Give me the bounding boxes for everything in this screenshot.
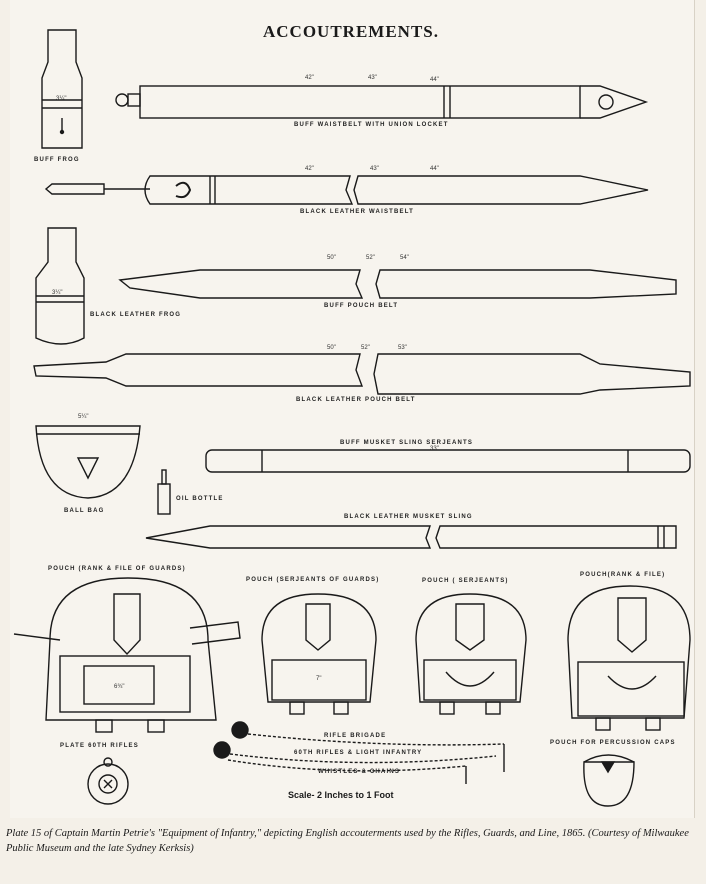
label-buff-frog: BUFF FROG (34, 157, 80, 163)
label-pouch-serjeants-guards: POUCH (SERJEANTS OF GUARDS) (246, 577, 380, 583)
label-rifle-brigade: RIFLE BRIGADE (324, 733, 387, 739)
label-black-waistbelt: BLACK LEATHER WAISTBELT (300, 209, 415, 215)
dim-b1: 42" (305, 166, 314, 172)
dim-pouch1: 6¾" (114, 684, 125, 690)
pouch-serjeants-guards-drawing (262, 594, 376, 714)
dim-b2: 43" (370, 166, 379, 172)
dim-p3: 54" (400, 255, 409, 261)
oil-bottle-drawing (158, 470, 170, 514)
dim-q3: 53" (398, 345, 407, 351)
pouch-guards-drawing (14, 578, 240, 732)
label-oil-bottle: OIL BOTTLE (176, 496, 224, 502)
dim-w1: 42" (305, 75, 314, 81)
dim-w3: 44" (430, 77, 439, 83)
scale-note: Scale- 2 Inches to 1 Foot (288, 790, 394, 800)
dim-q2: 52" (361, 345, 370, 351)
buff-pouch-belt-drawing (120, 270, 676, 298)
label-rifles-light: 60TH RIFLES & LIGHT INFANTRY (294, 750, 423, 756)
dim-p2: 52" (366, 255, 375, 261)
plate-caption: Plate 15 of Captain Martin Petrie's "Equipment of Infantry," depicting English accouterments used by the Rifles, Guards, and Line, 1865. (Courtesy of Milwaukee Public Museum and the late Sydney Kerksis) (6, 828, 689, 854)
label-ball-bag: BALL BAG (64, 508, 105, 514)
dim-frog1: 3¼" (56, 96, 67, 102)
dim-q1: 50" (327, 345, 336, 351)
label-black-pouch-belt: BLACK LEATHER POUCH BELT (296, 397, 416, 403)
plate-title: ACCOUTREMENTS. (263, 22, 439, 41)
dim-b3: 44" (430, 166, 439, 172)
pouch-rank-file-drawing (568, 586, 690, 730)
label-black-frog: BLACK LEATHER FROG (90, 312, 182, 318)
black-frog-drawing (36, 228, 84, 344)
label-buff-waistbelt: BUFF WAISTBELT WITH UNION LOCKET (294, 122, 449, 128)
black-pouch-belt-drawing (34, 354, 690, 394)
label-pouch-serjeants: POUCH ( SERJEANTS) (422, 578, 509, 584)
dim-ball: 5¼" (78, 414, 89, 420)
label-pouch-rank-file: POUCH(RANK & FILE) (580, 572, 666, 578)
label-whistles: WHISTLES & CHAINS (318, 769, 401, 775)
black-waistbelt-drawing (46, 176, 648, 204)
percussion-pouch-drawing (584, 755, 634, 806)
label-pouch-guards: POUCH (RANK & FILE OF GUARDS) (48, 566, 186, 572)
plate-rifles-drawing (88, 758, 128, 804)
label-buff-pouch-belt: BUFF POUCH BELT (324, 303, 399, 309)
pouch-serjeants-drawing (416, 594, 526, 714)
dim-sling: 33" (430, 446, 439, 452)
label-percussion: POUCH FOR PERCUSSION CAPS (550, 740, 676, 746)
dim-p1: 50" (327, 255, 336, 261)
black-sling-drawing (146, 526, 676, 548)
buff-waistbelt-drawing (116, 86, 646, 118)
dim-frog2: 3¼" (52, 290, 63, 296)
label-black-sling: BLACK LEATHER MUSKET SLING (344, 514, 473, 520)
dim-w2: 43" (368, 75, 377, 81)
label-plate-rifles: PLATE 60TH RIFLES (60, 743, 139, 749)
label-buff-sling: BUFF MUSKET SLING SERJEANTS (340, 440, 474, 446)
buff-frog-drawing (42, 30, 82, 148)
buff-sling-drawing (206, 450, 690, 472)
dim-pouch2: 7" (316, 676, 322, 682)
ball-bag-drawing (36, 426, 140, 498)
